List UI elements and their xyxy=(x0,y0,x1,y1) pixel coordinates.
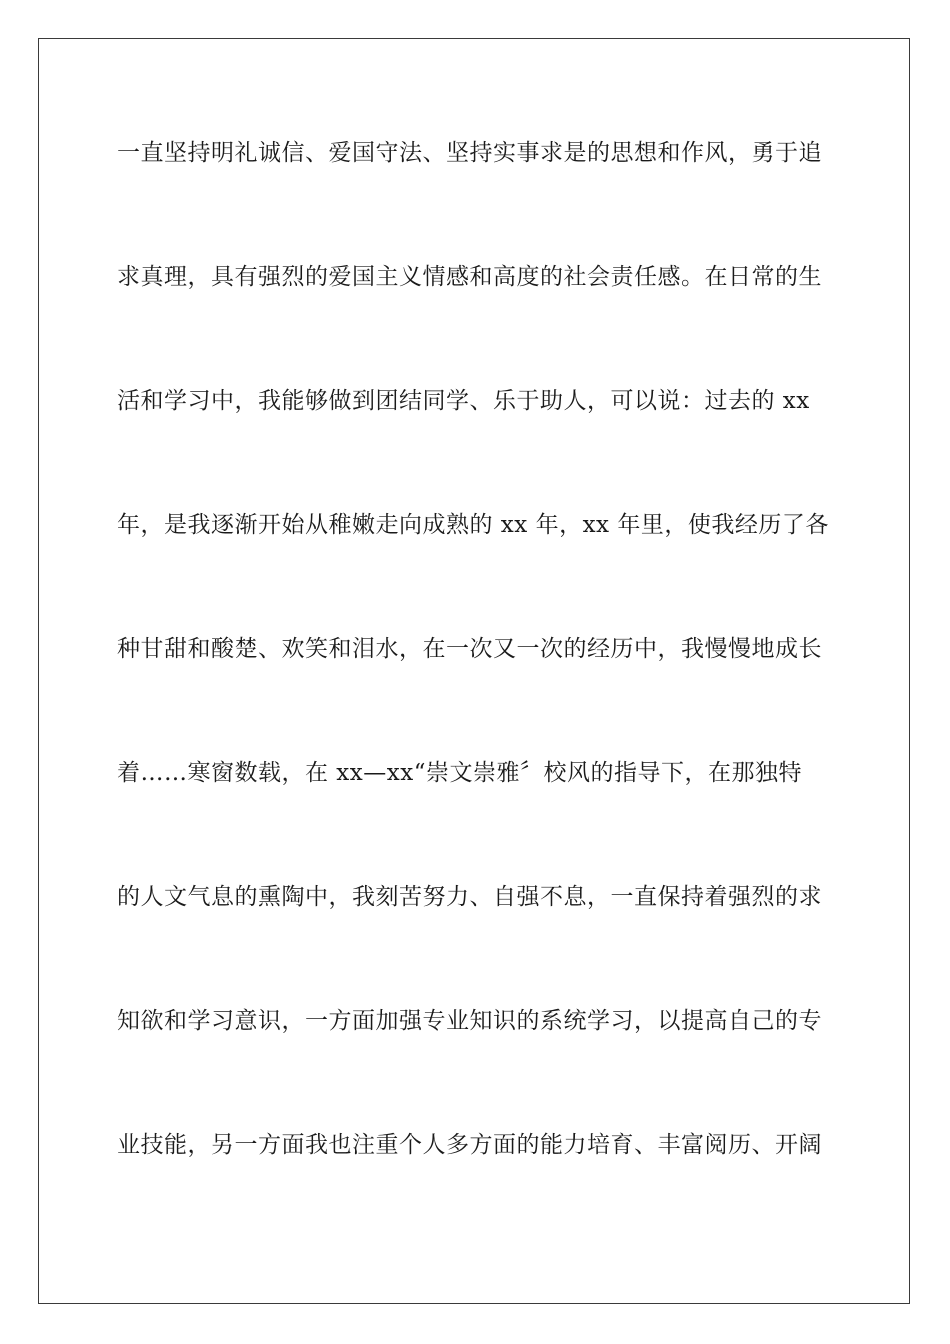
text-line-7: 的人文气息的熏陶中，我刻苦努力、自强不息，一直保持着强烈的求 xyxy=(117,884,822,910)
text-line-2: 求真理，具有强烈的爱国主义情感和高度的社会责任感。在日常的生 xyxy=(117,264,822,290)
body-text xyxy=(117,128,837,1244)
text-line-9: 业技能，另一方面我也注重个人多方面的能力培育、丰富阅历、开阔 xyxy=(117,1132,822,1158)
text-line-6: 着……寒窗数载，在 xx—xx“崇文崇雅〞校风的指导下，在那独特 xyxy=(117,760,802,786)
text-line-3: 活和学习中，我能够做到团结同学、乐于助人，可以说：过去的 xx xyxy=(117,388,810,414)
text-line-4: 年，是我逐渐开始从稚嫩走向成熟的 xx 年，xx 年里，使我经历了各 xyxy=(117,512,829,538)
text-line-5: 种甘甜和酸楚、欢笑和泪水，在一次又一次的经历中，我慢慢地成长 xyxy=(117,636,822,662)
text-line-8: 知欲和学习意识，一方面加强专业知识的系统学习，以提高自己的专 xyxy=(117,1008,822,1034)
text-line-1: 一直坚持明礼诚信、爱国守法、坚持实事求是的思想和作风，勇于追 xyxy=(117,140,822,166)
